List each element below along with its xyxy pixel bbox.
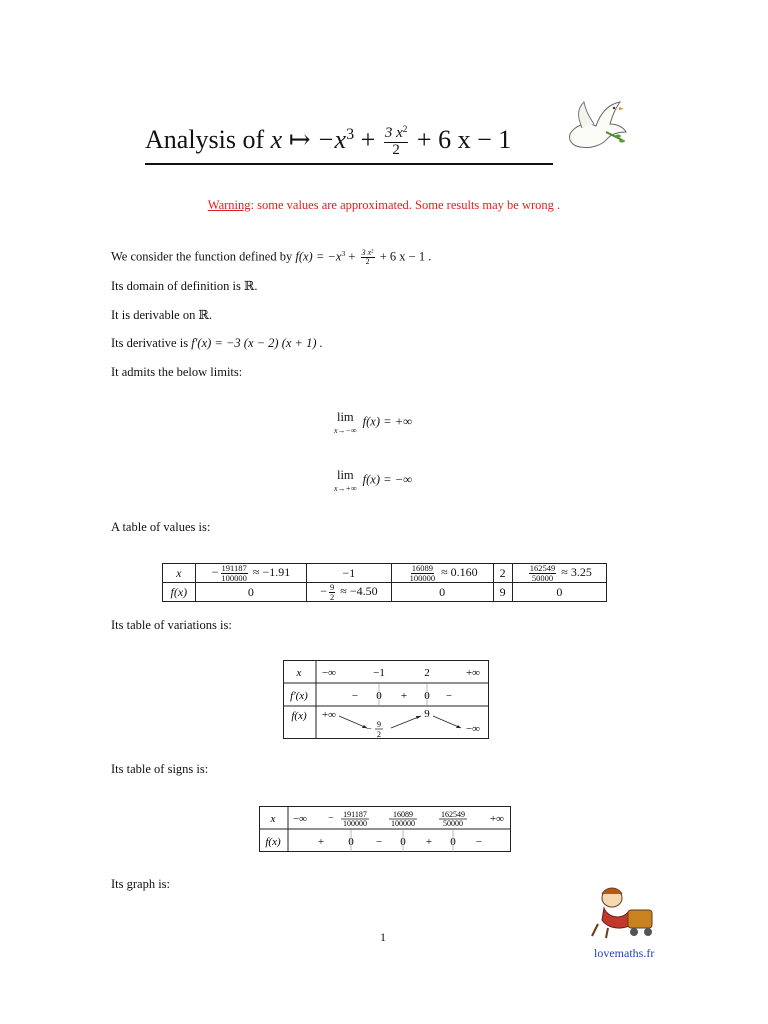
- warning-text: Warning: some values are approximated. Some results may be wrong .: [207, 198, 561, 212]
- signs-x-frac-den: 100000: [391, 819, 415, 828]
- variations-x-value: 2: [424, 667, 430, 679]
- graph-intro: Its graph is:: [111, 877, 171, 891]
- variations-intro: Its table of variations is:: [111, 618, 232, 632]
- values-table-intro: A table of values is:: [111, 520, 211, 534]
- derivable-text: It is derivable on ℝ.: [111, 308, 212, 322]
- signs-f-sign: −: [475, 836, 483, 848]
- mascot-icon: [588, 884, 660, 940]
- variations-sign: −: [351, 690, 359, 702]
- variations-sign: 0: [424, 690, 430, 702]
- variations-f-min-sign: −: [366, 724, 372, 735]
- site-link[interactable]: lovemaths.fr: [594, 946, 655, 960]
- signs-x-frac-sign: −: [328, 813, 334, 824]
- variations-f-min-num: 9: [377, 720, 381, 729]
- derivative-text: Its derivative is f′(x) = −3 (x − 2) (x + 1) .: [111, 336, 323, 350]
- signs-f-sign: 0: [400, 836, 406, 848]
- variations-x-head: x: [296, 667, 302, 679]
- title-underline: [145, 163, 553, 165]
- signs-x-frac-num: 16089: [393, 810, 413, 819]
- page-number: 1: [380, 930, 386, 944]
- variations-x-value: −1: [373, 667, 385, 679]
- signs-f-head: f(x): [265, 836, 281, 848]
- variations-f-max: 9: [424, 708, 430, 720]
- variations-sign: +: [400, 690, 408, 702]
- signs-x-frac-num: 162549: [441, 810, 465, 819]
- variations-f-end: −∞: [465, 723, 481, 735]
- variations-fp-head: f′(x): [290, 690, 308, 702]
- table-row: x − $\frac{191187}{100000}$ ≈ −1.91 −1 $\frac{16089}{100000}$ ≈ 0.160 2 $\frac{162549}{50000}$ ≈ 3.25: [163, 564, 607, 583]
- page-title: Analysis of x ↦ $-x^3$ + $\frac{3 x^2}{2}$ + 6 x − 1: [145, 125, 512, 158]
- limit-plus-infinity: lim x→+∞ f(x) = −∞: [334, 468, 413, 493]
- warning-label: Warning: [207, 198, 251, 212]
- limits-intro: It admits the below limits:: [111, 365, 243, 379]
- signs-table: [259, 806, 511, 853]
- values-table: [162, 563, 607, 602]
- signs-f-sign: 0: [450, 836, 456, 848]
- signs-x-frac-den: 100000: [343, 819, 367, 828]
- limit-minus-infinity: lim x→−∞ f(x) = +∞: [334, 410, 413, 435]
- signs-x-frac-den: 50000: [443, 819, 463, 828]
- domain-text: Its domain of definition is ℝ.: [111, 279, 258, 293]
- signs-x-value: +∞: [489, 813, 505, 825]
- variations-f-min-den: 2: [377, 730, 381, 739]
- variations-table: [283, 660, 489, 740]
- variations-sign: −: [445, 690, 453, 702]
- signs-intro: Its table of signs is:: [111, 762, 209, 776]
- signs-x-head: x: [270, 813, 276, 825]
- variations-f-start: +∞: [321, 709, 337, 721]
- variations-f-head: f(x): [291, 710, 307, 722]
- function-definition: We consider the function defined by $f(x) = -x^3$ + $\frac{3 x^2}{2}$ + 6 x − 1 .: [111, 248, 432, 266]
- signs-f-sign: 0: [348, 836, 354, 848]
- table-row: f(x) 0 − $\frac{9}{2}$ ≈ −4.50 0 9 0: [163, 583, 607, 602]
- signs-f-sign: +: [317, 836, 325, 848]
- signs-f-sign: −: [375, 836, 383, 848]
- signs-x-value: −∞: [292, 813, 308, 825]
- signs-f-sign: +: [425, 836, 433, 848]
- signs-x-frac-num: 191187: [343, 810, 367, 819]
- dove-icon: [562, 94, 630, 156]
- variations-x-value: +∞: [465, 667, 481, 679]
- variations-x-value: −∞: [321, 667, 337, 679]
- variations-sign: 0: [376, 690, 382, 702]
